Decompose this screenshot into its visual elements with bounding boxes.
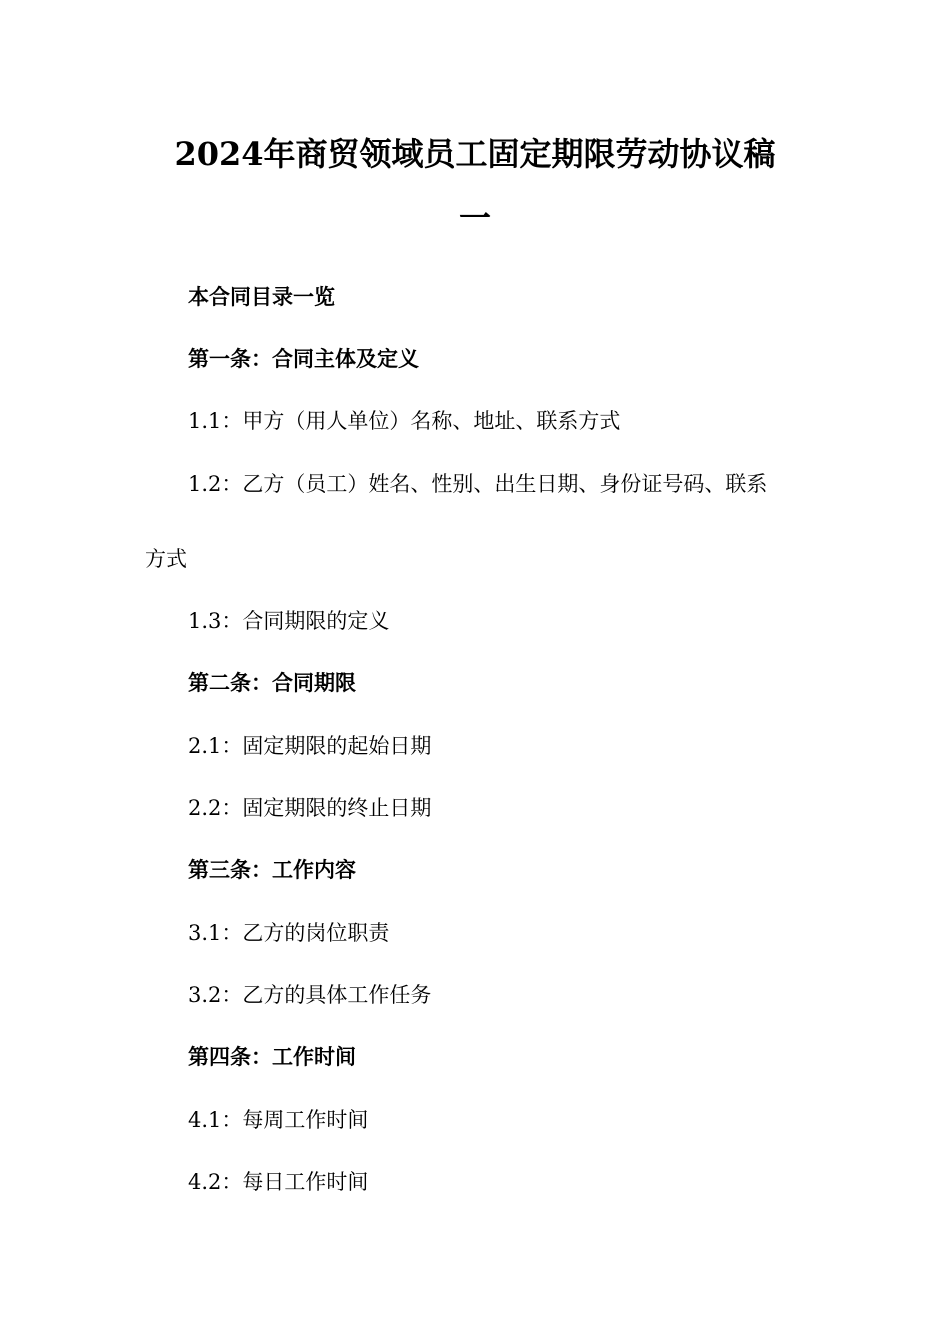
section-heading-2: 第二条：合同期限: [188, 671, 356, 695]
document-title-line1: 2024年商贸领域员工固定期限劳动协议稿: [174, 135, 776, 173]
toc-item-4-2: 4.2：每日工作时间: [188, 1170, 369, 1194]
toc-heading: 本合同目录一览: [188, 285, 335, 309]
toc-item-1-2-continuation: 方式: [145, 547, 187, 571]
toc-item-2-2: 2.2：固定期限的终止日期: [188, 796, 432, 820]
toc-item-3-1: 3.1：乙方的岗位职责: [188, 921, 390, 945]
toc-item-1-1: 1.1：甲方（用人单位）名称、地址、联系方式: [188, 409, 621, 433]
section-heading-1: 第一条：合同主体及定义: [188, 347, 419, 371]
section-heading-4: 第四条：工作时间: [188, 1045, 356, 1069]
section-heading-3: 第三条：工作内容: [188, 858, 356, 882]
toc-item-1-3: 1.3：合同期限的定义: [188, 609, 390, 633]
toc-item-4-1: 4.1：每周工作时间: [188, 1108, 369, 1132]
toc-item-3-2: 3.2：乙方的具体工作任务: [188, 983, 432, 1007]
document-title-line2: 一: [458, 199, 491, 237]
toc-item-1-2: 1.2：乙方（员工）姓名、性别、出生日期、身份证号码、联系: [188, 472, 768, 496]
toc-item-2-1: 2.1：固定期限的起始日期: [188, 734, 432, 758]
